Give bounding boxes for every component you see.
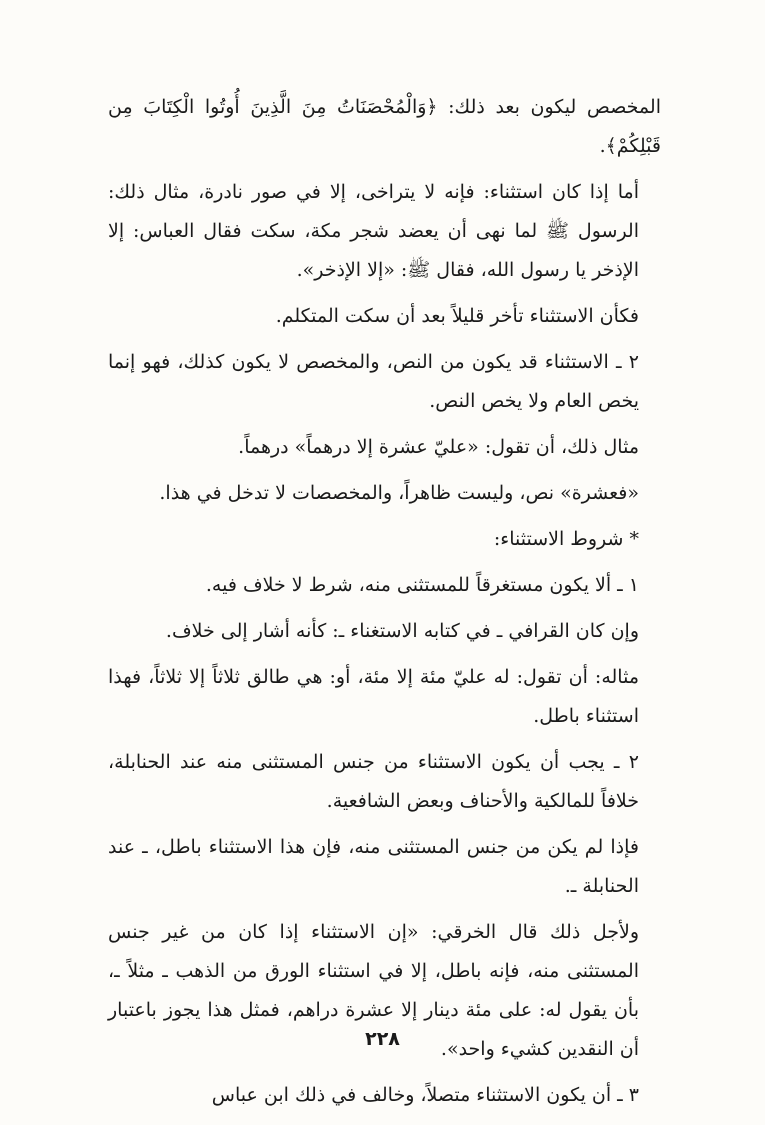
paragraph-condition-two: ٢ ـ يجب أن يكون الاستثناء من جنس المستثنى منه عند الحنابلة، خلافاً للمالكية والأحناف وبعض الشافعية. bbox=[108, 751, 639, 812]
paragraph-speaker-pause: فكأن الاستثناء تأخر قليلاً بعد أن سكت المتكلم. bbox=[275, 305, 639, 327]
paragraph-exception-delay: أما إذا كان استثناء: فإنه لا يتراخى، إلا في صور نادرة، مثال ذلك: الرسول ﷺ لما نهى أن يعضد شجر مكة، سكت فقال العباس: إلا الإذخر يا رسول الله، فقال ﷺ: «إلا الإذخر». bbox=[108, 181, 639, 281]
paragraph-ten-is-text: «فعشرة» نص، وليست ظاهراً، والمخصصات لا تدخل في هذا. bbox=[159, 482, 639, 504]
page-number: ٢٢٨ bbox=[365, 1028, 400, 1050]
paragraph-point-two: ٢ ـ الاستثناء قد يكون من النص، والمخصص لا يكون كذلك، فهو إنما يخص العام ولا يخص النص. bbox=[108, 351, 639, 412]
paragraph-qarafi: وإن كان القرافي ـ في كتابه الاستغناء ـ: كأنه أشار إلى خلاف. bbox=[165, 620, 639, 642]
paragraph-condition-one: ١ ـ ألا يكون مستغرقاً للمستثنى منه، شرط لا خلاف فيه. bbox=[205, 574, 639, 596]
paragraph-quran-verse: المخصص ليكون بعد ذلك: ﴿وَالْمُحْصَنَاتُ مِنَ الَّذِينَ أُوتُوا الْكِتَابَ مِن قَبْلِكُمْ﴾. bbox=[108, 96, 661, 157]
paragraph-not-same-kind: فإذا لم يكن من جنس المستثنى منه، فإن هذا الاستثناء باطل، ـ عند الحنابلة ـ. bbox=[108, 836, 639, 897]
paragraph-condition-three: ٣ ـ أن يكون الاستثناء متصلاً، وخالف في ذلك ابن عباس bbox=[211, 1084, 639, 1106]
section-heading-conditions: * شروط الاستثناء: bbox=[493, 528, 639, 550]
paragraph-example: مثال ذلك، أن تقول: «عليّ عشرة إلا درهماً» درهماً. bbox=[238, 436, 639, 458]
paragraph-example-hundred: مثاله: أن تقول: له عليّ مئة إلا مئة، أو: هي طالق ثلاثاً إلا ثلاثاً، فهذا استثناء باطل. bbox=[108, 666, 639, 727]
paragraph-khiraqi-quote: ولأجل ذلك قال الخرقي: «إن الاستثناء إذا كان من غير جنس المستثنى منه، فإنه باطل، إلا في استثناء الورق من الذهب ـ مثلاً ـ، بأن يقول له: على مئة دينار إلا عشرة دراهم، فمثل هذا يجوز باعتبار أن النقدين كشيء واحد». bbox=[108, 921, 639, 1060]
page-body bbox=[108, 88, 661, 1122]
